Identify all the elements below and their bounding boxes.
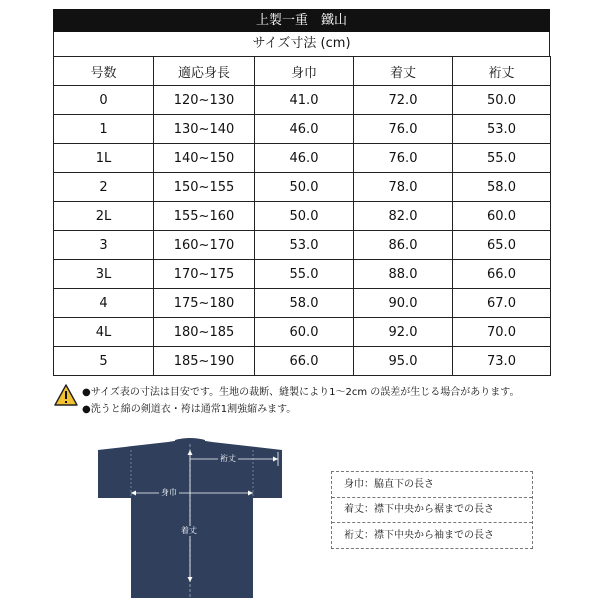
cell-size-number: 4L xyxy=(54,318,154,347)
cell-sleeve: 58.0 xyxy=(453,173,551,202)
table-row xyxy=(54,318,551,347)
cell-height: 175~180 xyxy=(154,289,255,318)
table-row xyxy=(54,144,551,173)
cell-length: 76.0 xyxy=(354,115,453,144)
cell-sleeve: 73.0 xyxy=(453,347,551,376)
cell-length: 78.0 xyxy=(354,173,453,202)
cell-size-number: 1L xyxy=(54,144,154,173)
header-sleeve: 裄丈 xyxy=(453,57,551,86)
cell-length: 95.0 xyxy=(354,347,453,376)
cell-size-number: 3 xyxy=(54,231,154,260)
table-row xyxy=(54,173,551,202)
size-table-body xyxy=(54,86,551,376)
note-shrinkage: ●洗うと綿の剣道衣・袴は通常1割強縮みます。 xyxy=(82,404,297,415)
cell-sleeve: 53.0 xyxy=(453,115,551,144)
legend-item-length: 着丈：襟下中央から裾までの長さ xyxy=(344,504,494,515)
table-subtitle: サイズ寸法 (cm) xyxy=(53,32,550,57)
cell-size-number: 1 xyxy=(54,115,154,144)
table-row xyxy=(54,202,551,231)
cell-length: 88.0 xyxy=(354,260,453,289)
cell-height: 120~130 xyxy=(154,86,255,115)
cell-size-number: 4 xyxy=(54,289,154,318)
cell-height: 130~140 xyxy=(154,115,255,144)
cell-body-width: 41.0 xyxy=(255,86,354,115)
header-body-width: 身巾 xyxy=(255,57,354,86)
table-header-row xyxy=(54,57,551,86)
cell-body-width: 55.0 xyxy=(255,260,354,289)
legend-item-body-width: 身巾：脇直下の長さ xyxy=(344,479,434,490)
measurement-legend xyxy=(331,471,533,549)
cell-body-width: 46.0 xyxy=(255,115,354,144)
cell-body-width: 46.0 xyxy=(255,144,354,173)
table-title: 上製一重 鐵山 xyxy=(53,9,550,32)
cell-height: 170~175 xyxy=(154,260,255,289)
cell-height: 155~160 xyxy=(154,202,255,231)
cell-sleeve: 60.0 xyxy=(453,202,551,231)
length-label: 着丈 xyxy=(181,526,197,535)
table-row xyxy=(54,231,551,260)
cell-size-number: 2L xyxy=(54,202,154,231)
table-row xyxy=(54,86,551,115)
cell-length: 76.0 xyxy=(354,144,453,173)
cell-body-width: 60.0 xyxy=(255,318,354,347)
header-height: 適応身長 xyxy=(154,57,255,86)
header-length: 着丈 xyxy=(354,57,453,86)
cell-sleeve: 66.0 xyxy=(453,260,551,289)
cell-sleeve: 65.0 xyxy=(453,231,551,260)
table-row xyxy=(54,260,551,289)
cell-sleeve: 67.0 xyxy=(453,289,551,318)
cell-length: 82.0 xyxy=(354,202,453,231)
cell-size-number: 3L xyxy=(54,260,154,289)
cell-length: 90.0 xyxy=(354,289,453,318)
cell-size-number: 2 xyxy=(54,173,154,202)
table-row xyxy=(54,115,551,144)
cell-height: 180~185 xyxy=(154,318,255,347)
cell-height: 140~150 xyxy=(154,144,255,173)
sleeve-length-label: 裄丈 xyxy=(220,454,236,463)
table-row xyxy=(54,347,551,376)
body-width-label: 身巾 xyxy=(161,488,177,497)
cell-sleeve: 55.0 xyxy=(453,144,551,173)
cell-length: 72.0 xyxy=(354,86,453,115)
cell-body-width: 50.0 xyxy=(255,202,354,231)
warning-triangle-icon xyxy=(54,384,78,406)
cell-size-number: 5 xyxy=(54,347,154,376)
cell-body-width: 66.0 xyxy=(255,347,354,376)
cell-height: 150~155 xyxy=(154,173,255,202)
cell-size-number: 0 xyxy=(54,86,154,115)
header-size-number: 号数 xyxy=(54,57,154,86)
note-size-tolerance: ●サイズ表の寸法は目安です。生地の裁断、縫製により1～2cm の誤差が生じる場合があります。 xyxy=(82,387,520,398)
cell-sleeve: 70.0 xyxy=(453,318,551,347)
cell-body-width: 50.0 xyxy=(255,173,354,202)
cell-length: 92.0 xyxy=(354,318,453,347)
cell-body-width: 58.0 xyxy=(255,289,354,318)
legend-item-sleeve: 裄丈：襟下中央から袖までの長さ xyxy=(344,530,494,541)
cell-height: 160~170 xyxy=(154,231,255,260)
cell-body-width: 53.0 xyxy=(255,231,354,260)
garment-diagram xyxy=(98,436,282,598)
cell-length: 86.0 xyxy=(354,231,453,260)
size-table xyxy=(53,56,551,376)
cell-sleeve: 50.0 xyxy=(453,86,551,115)
cell-height: 185~190 xyxy=(154,347,255,376)
table-row xyxy=(54,289,551,318)
